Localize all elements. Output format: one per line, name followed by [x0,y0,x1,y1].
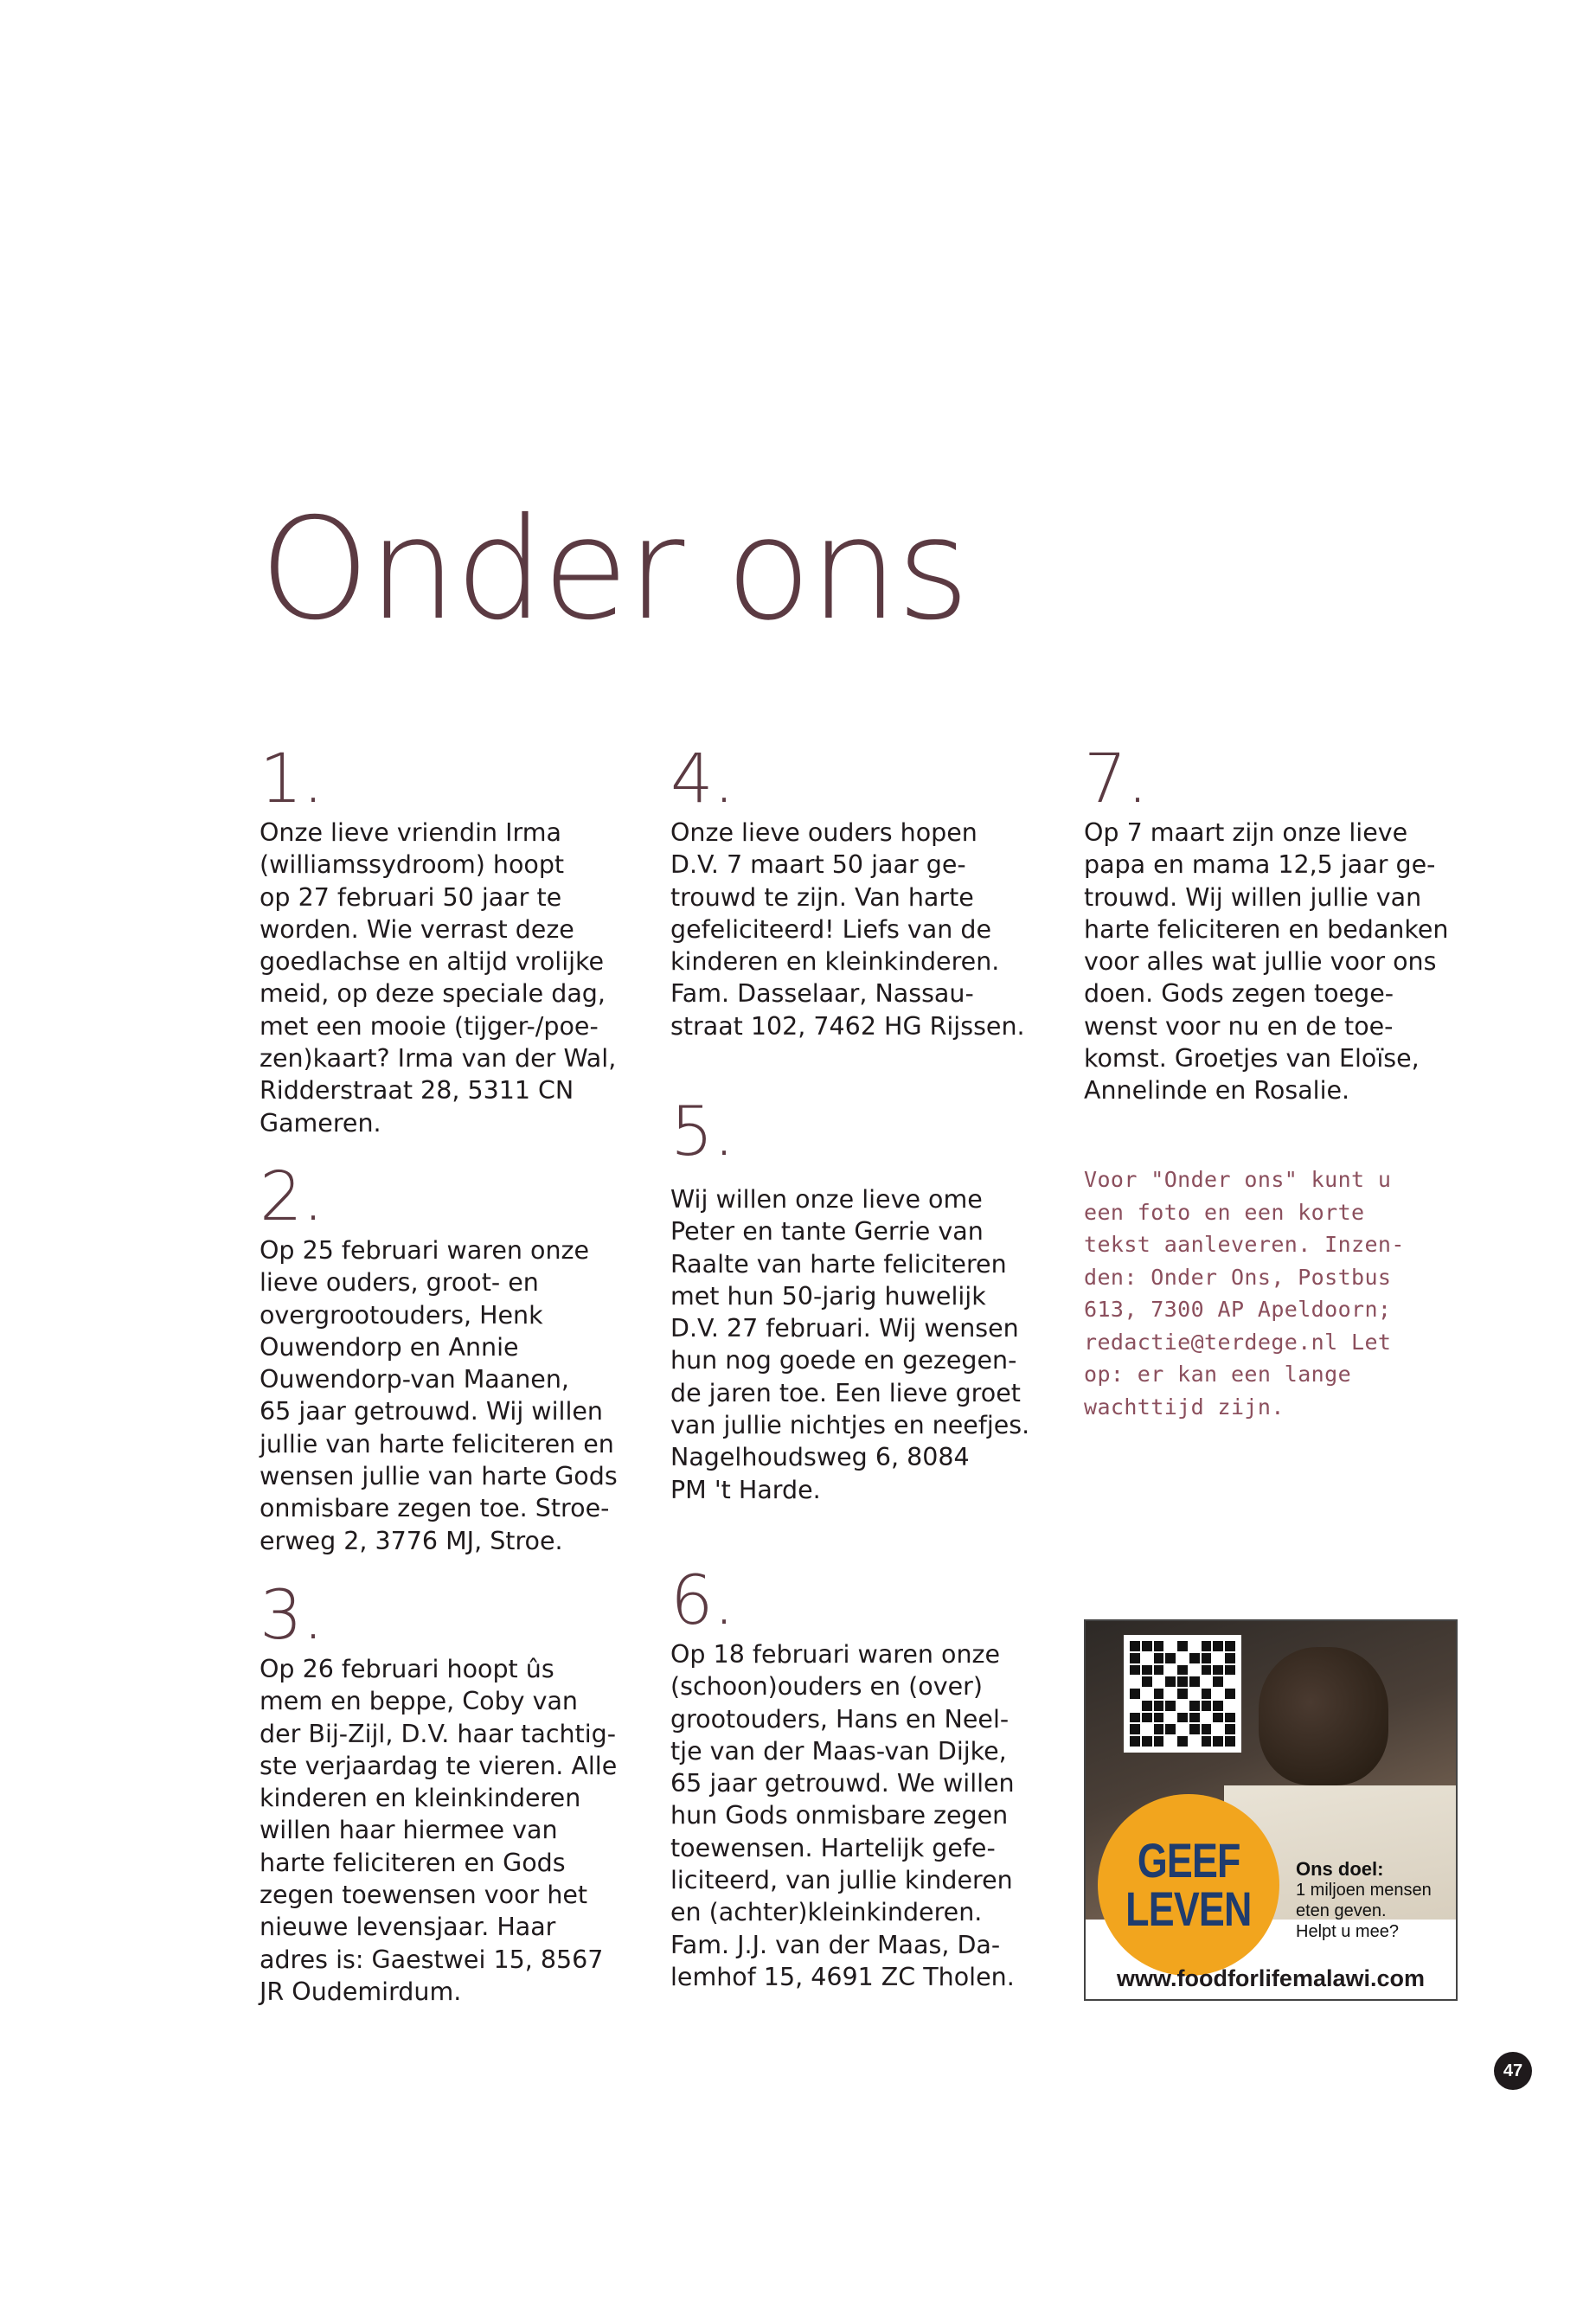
notice-number: 4. [670,740,735,818]
ad-goal-title: Ons doel: [1296,1858,1384,1880]
praying-hands-image [1259,1647,1388,1785]
notice-number: 6. [670,1562,735,1640]
notice-number: 7. [1084,740,1149,818]
notice-6 [670,1562,1051,1993]
notice-number: 2. [260,1158,324,1236]
ad-goal [1296,1859,1456,1942]
notice-text: Onze lieve vriendin Irma (williamssydroom) hoopt op 27 februari 50 jaar te worden. Wie verrast deze goedlachse en altijd vrolijke meid, op deze speciale dag, met een mooie (tijger-/poe- zen)kaart? Irma van der Wal, Ridderstraat 28, 5311 CN Gameren. [260,818,617,1138]
notice-5 [670,1093,1051,1506]
notice-number: 1. [260,740,324,818]
notice-text: Op 7 maart zijn onze lieve papa en mama 12,5 jaar ge- trouwd. Wij willen jullie van harte feliciteren en bedanken voor alles wat jullie voor ons doen. Gods zegen toege- wenst voor nu en de toe- komst. Groetjes van Eloïse, Annelinde en Rosalie. [1084,818,1449,1106]
ad-url-link[interactable]: www.foodforlifemalawi.com [1116,1965,1426,1991]
notice-number: 3. [260,1577,324,1655]
notice-1 [260,740,640,1139]
notice-7 [1084,740,1465,1107]
qr-code-icon[interactable] [1124,1635,1241,1753]
notice-4 [670,740,1051,1042]
notice-2 [260,1158,640,1557]
notice-number: 5. [670,1093,735,1171]
badge-line-2: LEVEN [1125,1881,1252,1936]
notice-text: Op 25 februari waren onze lieve ouders, groot- en overgrootouders, Henk Ouwendorp en Annie Ouwendorp-van Maanen, 65 jaar getrouwd. Wij willen jullie van harte feliciteren en wensen jullie van harte Gods onmisbare zegen toe. Stroe- erweg 2, 3776 MJ, Stroe. [260,1236,618,1555]
ad-goal-text: 1 miljoen mensen eten geven. Helpt u mee? [1296,1881,1432,1941]
page-number: 47 [1494,2052,1532,2090]
badge-line-1: GEEF [1137,1833,1240,1888]
notice-text: Wij willen onze lieve ome Peter en tante Gerrie van Raalte van harte feliciteren met hun 50-jarig huwelijk D.V. 27 februari. Wij wensen hun nog goede en gezegen- de jaren toe. Een lieve groet van jullie nichtjes en neefjes. Nagelhoudsweg 6, 8084 PM 't Harde. [670,1185,1030,1504]
food-for-life-ad[interactable] [1084,1619,1458,2001]
notice-text: Onze lieve ouders hopen D.V. 7 maart 50 jaar ge- trouwd te zijn. Van harte gefeliciteerd! Liefs van de kinderen en kleinkinderen. Fam. Dasselaar, Nassau- straat 102, 7462 HG Rijssen. [670,818,1025,1041]
notice-3 [260,1577,640,2008]
notice-text: Op 26 februari hoopt ûs mem en beppe, Coby van der Bij-Zijl, D.V. haar tachtig- ste verjaardag te vieren. Alle kinderen en kleinkinderen willen haar hiermee van harte feliciteren en Gods zegen toewensen voor het nieuwe levensjaar. Haar adres is: Gaestwei 15, 8567 JR Oudemirdum. [260,1655,618,2006]
notice-text: Op 18 februari waren onze (schoon)ouders en (over) grootouders, Hans en Neel- tje van der Maas-van Dijke, 65 jaar getrouwd. We willen hun Gods onmisbare zegen toewensen. Hartelijk gefe- liciteerd, van jullie kinderen en (achter)kleinkinderen. Fam. J.J. van der Maas, Da- lemhof 15, 4691 ZC Tholen. [670,1640,1015,1991]
page-title: Onder ons [260,489,968,651]
submission-note: Voor "Onder ons" kunt u een foto en een korte tekst aanleveren. Inzen- den: Onder Ons, Postbus 613, 7300 AP Apeldoorn; redactie@terdege.nl Let op: er kan een lange wachttijd zijn. [1084,1167,1405,1420]
geef-leven-badge [1098,1794,1279,1976]
